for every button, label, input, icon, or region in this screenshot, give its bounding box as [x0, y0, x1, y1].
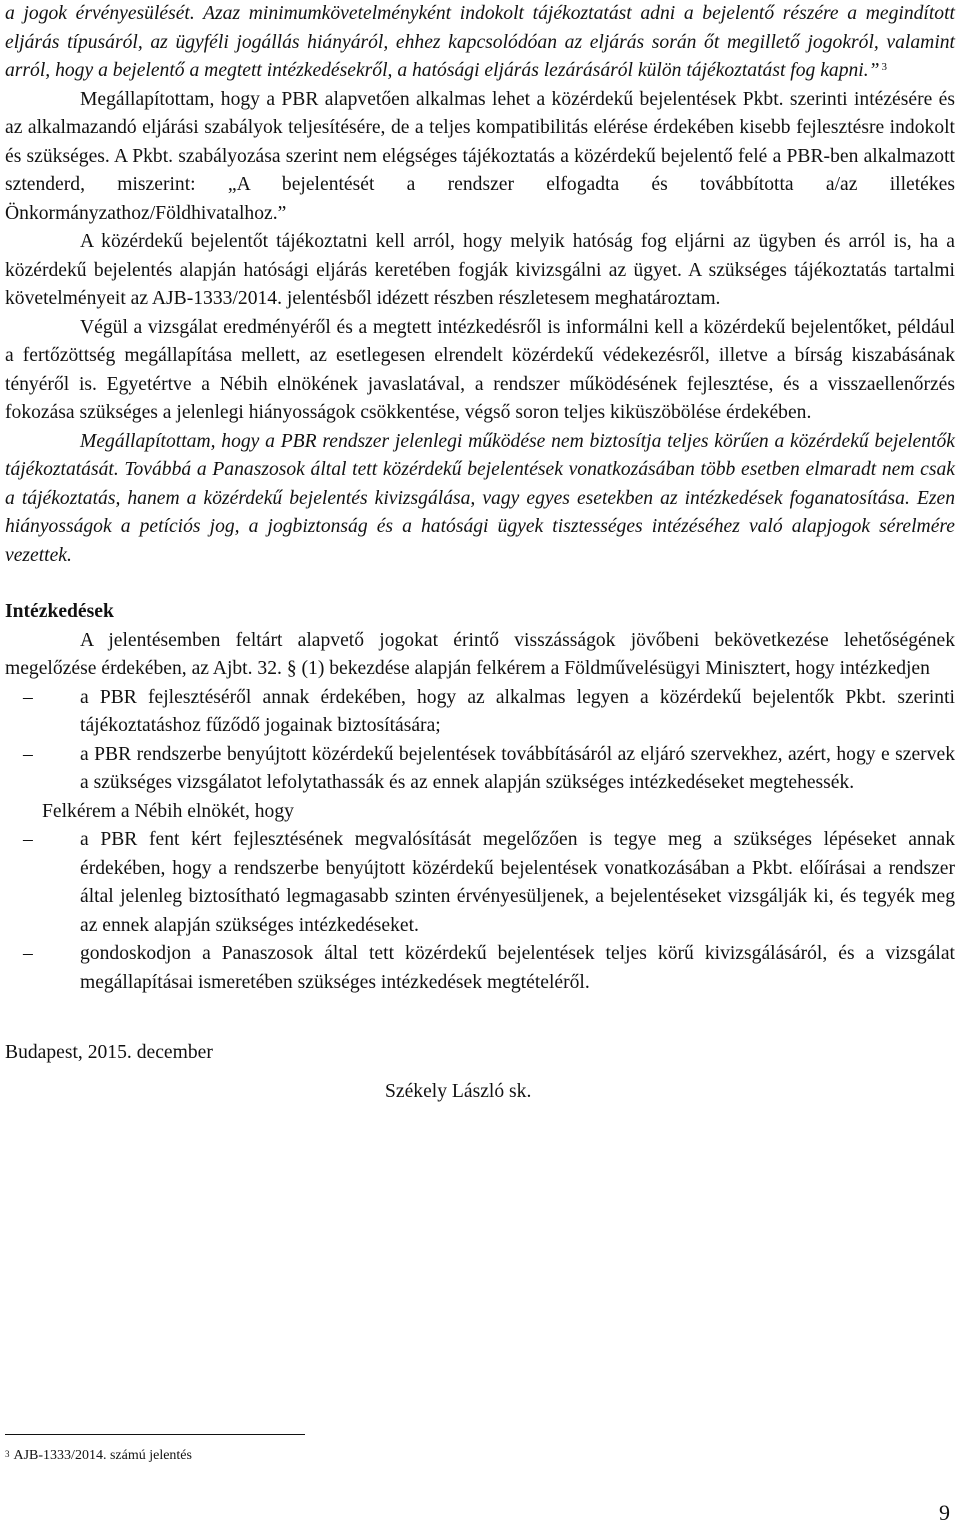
list-item	[5, 741, 955, 798]
document-page	[5, 0, 955, 1106]
paragraph-measures-intro: A jelentésemben feltárt alapvető jogokat érintő visszásságok jövőbeni bekövetkezése lehetőségének megelőzése érdekében, az Ajbt. 32. § (1) bekezdése alapján felkérem a Földművelésügyi Minisztert, hogy intézkedjen	[5, 629, 955, 679]
footnote-separator	[5, 1434, 305, 1435]
list-item-text: gondoskodjon a Panaszosok által tett közérdekű bejelentések teljes körű kivizsgálásáról, és a vizsgálat megállapításai ismeretében szükséges intézkedések megtételéről.	[80, 943, 955, 993]
footnote-text: AJB-1333/2014. számú jelentés	[13, 1448, 192, 1463]
list-item	[5, 826, 955, 940]
dash-bullet: –	[23, 829, 33, 850]
footnote-reference: 3	[881, 61, 888, 73]
signature: Székely László sk.	[385, 1080, 532, 1102]
paragraph-informing-requirement: A közérdekű bejelentőt tájékoztatni kell arról, hogy melyik hatóság fog eljárni az ügyben és arról is, ha a közérdekű bejelentés alapján hatósági eljárás keretében fogják kivizsgálni az ügyet. A szükséges tájékoztatás tartalmi követelményeit az AJB-1333/2014. jelentésből idézett részben részletesem meghatároztam.	[5, 231, 955, 309]
footnote-number: 3	[5, 1449, 10, 1459]
section-heading-measures: Intézkedések	[5, 601, 114, 622]
nebih-measures-list	[5, 826, 955, 997]
page-number: 9	[939, 1500, 950, 1525]
paragraph-conclusion: Megállapítottam, hogy a PBR rendszer jelenlegi működése nem biztosítja teljes körűen a közérdekű bejelentők tájékoztatását. Továbbá a Panaszosok által tett közérdekű bejelentések vonatkozásában több esetben elmaradt nem csak a tájékoztatás, hanem a közérdekű bejelentés kivizsgálása, vagy egyes esetekben az intézkedések foganatosítása. Ezen hiányosságok a petíciós jog, a jogbiztonság és a hatósági ügyek tisztességes intézéséhez való alapjogok sérelmére vezettek.	[5, 430, 955, 566]
dash-bullet: –	[23, 686, 33, 708]
footnote	[5, 1447, 192, 1465]
dash-bullet: –	[23, 743, 33, 765]
dash-bullet: –	[23, 943, 33, 964]
list-item	[5, 684, 955, 741]
paragraph-investigation-result: Végül a vizsgálat eredményéről és a megtett intézkedésről is informálni kell a közérdekű bejelentőket, például a fertőzöttség megállapítása mellett, az esetlegesen elrendelt közérdekű védekezésről, illetve a bírság kiszabásának tényéről is. Egyetértve a Nébih elnökének javaslatával, a rendszer működésének fejlesztése, és a visszaellenőrzés fokozása szükséges a jelenlegi hiányosságok csökkentése, végső soron teljes kiküszöbölése érdekében.	[5, 316, 955, 423]
paragraph-quote-continuation	[5, 0, 955, 86]
paragraph-pbr-finding: Megállapítottam, hogy a PBR alapvetően alkalmas lehet a közérdekű bejelentések Pkbt. szerinti intézésére és az alkalmazandó eljárási szabályok teljesítésére, de a teljes kompatibilitás elérése érdekében kisebb fejlesztésre indokolt és szükséges. A Pkbt. szabályozása szerint nem elégséges tájékoztatás a közérdekű bejelentő felé a PBR-ben alkalmazott sztenderd, miszerint: „A bejelentését a rendszer elfogadta és továbbította a/az illetékes Önkormányzathoz/Földhivatalhoz.”	[5, 88, 955, 224]
place-and-date: Budapest, 2015. december	[5, 1042, 213, 1063]
list-item-text: a PBR fent kért fejlesztésének megvalósítását megelőzően is tegye meg a szükséges lépéseket annak érdekében, hogy a rendszerbe benyújtott közérdekű bejelentések vonatkozásában a Pkbt. előírásai a rendszer által jelenleg biztosítható legmagasabb szinten érvényesüljenek, a bejelentéseket vizsgálják ki, és tegyék meg az ennek alapján szükséges intézkedéseket.	[80, 829, 955, 936]
list-item-text: a PBR rendszerbe benyújtott közérdekű bejelentések továbbításáról az eljáró szervekhez, azért, hogy e szervek a szükséges vizsgálatot lefolytathassák és az ennek alapján szükséges intézkedéseket megtehessék.	[80, 743, 955, 793]
nebih-request-intro: Felkérem a Nébih elnökét, hogy	[42, 800, 294, 822]
minister-measures-list	[5, 684, 955, 798]
list-item-text: a PBR fejlesztéséről annak érdekében, hogy az alkalmas legyen a közérdekű bejelentők Pkbt. szerinti tájékoztatáshoz fűződő jogainak biztosítására;	[80, 686, 955, 736]
list-item	[5, 940, 955, 997]
quote-text: a jogok érvényesülését. Azaz minimumkövetelményként indokolt tájékoztatást adni a bejelentő részére a megindított eljárás típusáról, az ügyféli jogállás hiányáról, ehhez kapcsolódóan az eljárás során őt megillető jogokról, valamint arról, hogy a bejelentő a megtett intézkedésekről, a hatósági eljárás lezárásáról külön tájékoztatást fog kapni.”	[5, 3, 955, 81]
